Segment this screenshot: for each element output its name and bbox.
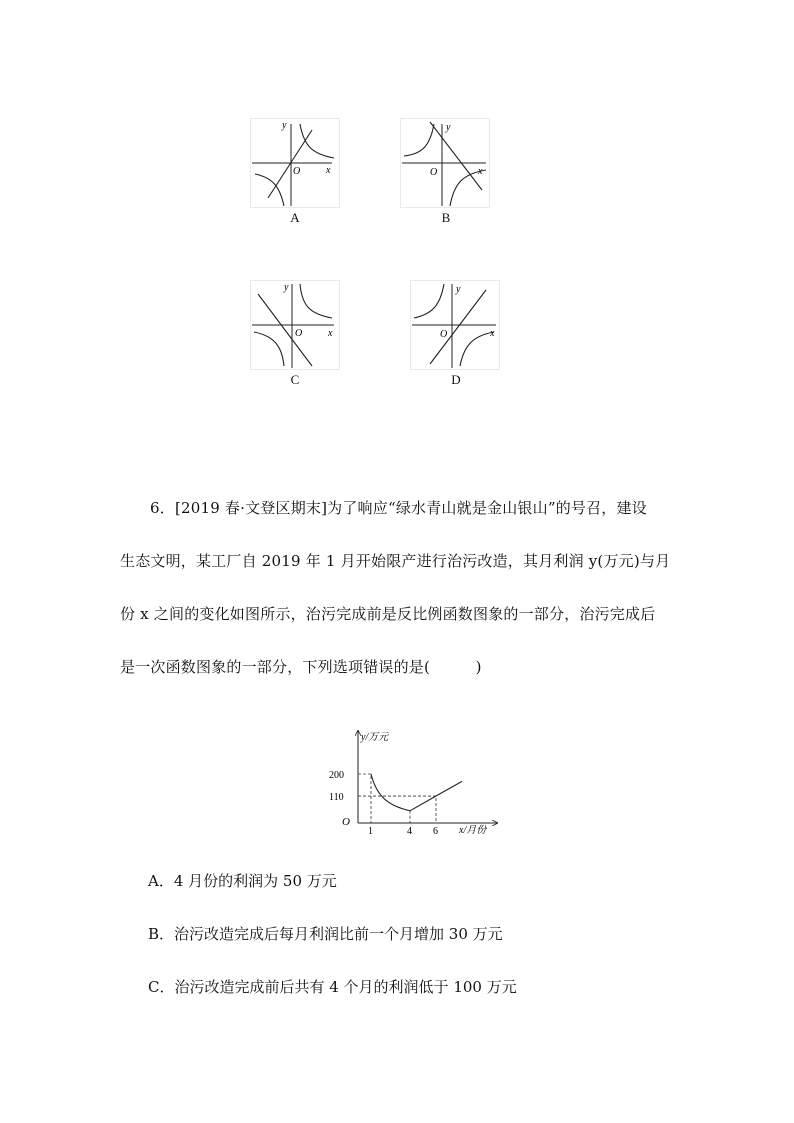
graph-d-plot (410, 280, 500, 370)
curve-before-treatment (371, 774, 410, 811)
hyperbola-branch-1 (300, 284, 332, 318)
x-axis-label: x/月份 (459, 825, 487, 836)
guide-200 (358, 774, 371, 823)
graph-d (410, 280, 500, 370)
origin-label: O (342, 816, 350, 828)
origin-label: O (293, 166, 301, 177)
question-line-1: 6．[2019 春·文登区期末]为了响应“绿水青山就是金山银山”的号召，建设 (150, 499, 647, 517)
line (430, 122, 482, 190)
x-tick-label: 4 (407, 826, 412, 837)
hyperbola-branch-1 (414, 284, 444, 318)
profit-chart-svg (325, 725, 505, 840)
line (258, 294, 312, 366)
option-a: A．4 月份的利润为 50 万元 (148, 872, 337, 890)
graph-c (250, 280, 340, 370)
question-line-2: 生态文明，某工厂自 2019 年 1 月开始限产进行治污改造，其月利润 y(万元)与月 (120, 552, 671, 570)
graph-b (400, 118, 490, 208)
graph-d-label: D (451, 372, 461, 387)
graph-b-label: B (441, 210, 451, 225)
x-label: x (478, 166, 483, 177)
profit-chart (325, 725, 505, 840)
graph-c-label: C (290, 372, 300, 387)
origin-label: O (430, 167, 438, 178)
question-line-3: 份 x 之间的变化如图所示，治污完成前是反比例函数图象的一部分，治污完成后 (120, 605, 656, 623)
question-line-4: 是一次函数图象的一部分，下列选项错误的是( ) (120, 658, 482, 676)
hyperbola-branch-2 (255, 174, 284, 206)
graph-a-label: A (290, 210, 300, 225)
y-axis-label: y/万元 (361, 732, 389, 743)
guide-110 (358, 796, 436, 823)
x-label: x (490, 328, 495, 339)
y-label: y (456, 284, 461, 295)
x-label: x (326, 165, 331, 176)
graph-a-plot (250, 118, 340, 208)
x-tick-label: 6 (433, 826, 438, 837)
hyperbola-branch-1 (404, 124, 434, 156)
hyperbola-branch-2 (254, 332, 284, 366)
line (268, 130, 312, 198)
graph-b-plot (400, 118, 490, 208)
option-c: C．治污改造完成前后共有 4 个月的利润低于 100 万元 (148, 978, 517, 996)
y-tick-label: 110 (329, 792, 344, 804)
x-label: x (328, 328, 333, 339)
option-b: B．治污改造完成后每月利润比前一个月增加 30 万元 (148, 925, 503, 943)
origin-label: O (295, 328, 303, 339)
origin-label: O (440, 329, 448, 340)
hyperbola-branch-2 (460, 332, 494, 366)
y-label: y (284, 282, 289, 293)
graph-c-plot (250, 280, 340, 370)
graph-a (250, 118, 340, 208)
y-label: y (446, 122, 451, 133)
x-tick-label: 1 (368, 826, 373, 837)
y-label: y (282, 120, 287, 131)
y-tick-label: 200 (329, 770, 344, 781)
